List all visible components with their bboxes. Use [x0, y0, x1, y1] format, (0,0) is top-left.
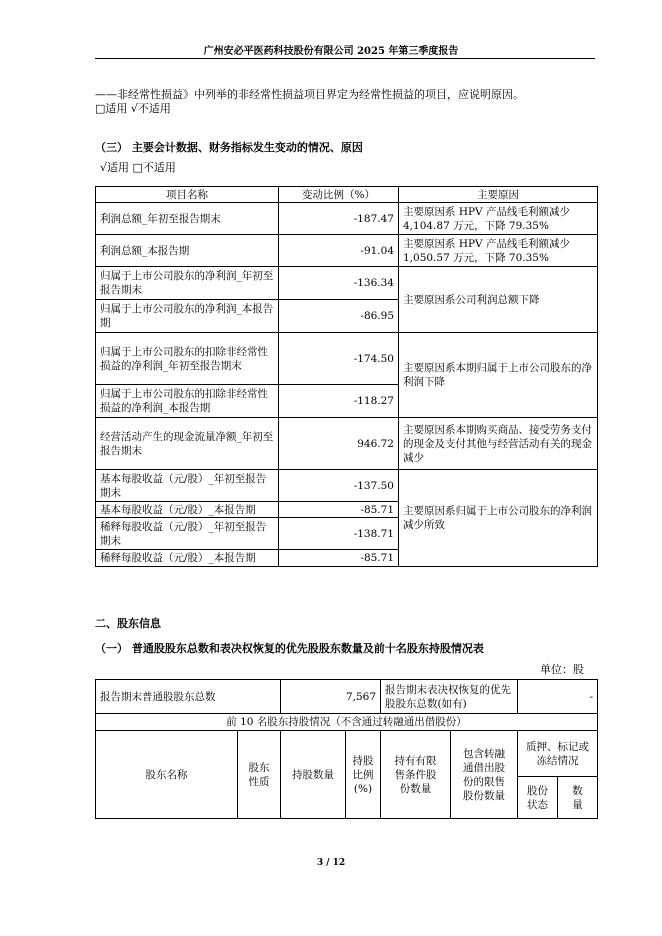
item-cell: 归属于上市公司股东的扣除非经常性损益的净利润_本报告期 — [96, 385, 279, 418]
change-cell: -118.27 — [279, 385, 399, 418]
table-row — [96, 418, 598, 470]
column-header-row — [96, 731, 598, 777]
item-cell: 基本每股收益（元/股）_本报告期 — [96, 502, 279, 518]
col-name: 股东名称 — [96, 731, 238, 819]
reason-cell: 主要原因系公司利润总额下降 — [399, 267, 598, 333]
table-row — [96, 267, 598, 300]
change-cell: -85.71 — [279, 502, 399, 518]
item-cell: 归属于上市公司股东的净利润_年初至报告期末 — [96, 267, 279, 300]
table-row — [96, 235, 598, 267]
change-table — [95, 186, 598, 567]
change-cell: -174.50 — [279, 333, 399, 385]
change-cell: -138.71 — [279, 518, 399, 550]
col-qty: 持股数量 — [281, 731, 346, 819]
intro-text: ——非经常性损益》中列举的非经常性损益项目界定为经常性损益的项目，应说明原因。 — [95, 88, 524, 101]
table-row — [96, 333, 598, 385]
section3-heading: （三） 主要会计数据、财务指标发生变动的情况、原因 — [95, 141, 363, 154]
col-ratio: 持股比例(%) — [346, 731, 381, 819]
summary-row — [96, 680, 598, 714]
item-cell: 归属于上市公司股东的净利润_本报告期 — [96, 300, 279, 333]
item-cell: 利润总额_年初至报告期末 — [96, 203, 279, 235]
item-cell: 稀释每股收益（元/股）_本报告期 — [96, 550, 279, 567]
col-num: 数量 — [558, 777, 598, 819]
col-nature: 股东性质 — [238, 731, 281, 819]
change-cell: -136.34 — [279, 267, 399, 300]
change-cell: -85.71 — [279, 550, 399, 567]
change-cell: -91.04 — [279, 235, 399, 267]
intro-option: □适用 √不适用 — [95, 102, 171, 115]
top10-title-row — [96, 714, 598, 731]
header-reason: 主要原因 — [399, 187, 598, 203]
reason-cell: 主要原因系本期归属于上市公司股东的净利润下降 — [399, 333, 598, 418]
item-cell: 稀释每股收益（元/股）_年初至报告期末 — [96, 518, 279, 550]
table-row — [96, 470, 598, 502]
reason-cell: 主要原因系归属于上市公司股东的净利润减少所致 — [399, 470, 598, 567]
item-cell: 归属于上市公司股东的扣除非经常性损益的净利润_年初至报告期末 — [96, 333, 279, 385]
top10-title: 前 10 名股东持股情况（不含通过转融通出借股份） — [96, 714, 598, 731]
item-cell: 经营活动产生的现金流量净额_年初至报告期末 — [96, 418, 279, 470]
item-cell: 利润总额_本报告期 — [96, 235, 279, 267]
shareholders-table — [95, 679, 598, 819]
total-value: 7,567 — [281, 680, 381, 714]
total-label: 报告期末普通股股东总数 — [96, 680, 281, 714]
page-header: 广州安必平医药科技股份有限公司 2025 年第三季度报告 — [203, 46, 459, 57]
unit-label: 单位：股 — [540, 663, 584, 676]
table-header-row — [96, 187, 598, 203]
change-cell: -137.50 — [279, 470, 399, 502]
page-number: 3 / 12 — [316, 858, 346, 868]
pref-label: 报告期末表决权恢复的优先股股东总数(如有) — [381, 680, 518, 714]
item-cell: 基本每股收益（元/股）_年初至报告期末 — [96, 470, 279, 502]
change-cell: -86.95 — [279, 300, 399, 333]
header-change: 变动比例（%） — [279, 187, 399, 203]
section3-option: √适用 □不适用 — [100, 161, 176, 174]
table-row — [96, 203, 598, 235]
shareholders-heading: 二、股东信息 — [95, 617, 161, 630]
pref-value: - — [518, 680, 598, 714]
col-status: 股份状态 — [518, 777, 558, 819]
header-rule — [95, 58, 595, 59]
col-lending: 包含转融通借出股份的限售股份数量 — [451, 731, 518, 819]
header-item: 项目名称 — [96, 187, 279, 203]
shareholders-subheading: （一） 普通股股东总数和表决权恢复的优先股股东数量及前十名股东持股情况表 — [95, 642, 484, 655]
col-pledge: 质押、标记或冻结情况 — [518, 731, 598, 777]
reason-cell: 主要原因系 HPV 产品线毛利额减少 4,104.87 万元，下降 79.35% — [399, 203, 598, 235]
change-cell: -187.47 — [279, 203, 399, 235]
reason-cell: 主要原因系本期购买商品、接受劳务支付的现金及支付其他与经营活动有关的现金减少 — [399, 418, 598, 470]
col-restricted: 持有有限售条件股份数量 — [381, 731, 451, 819]
change-cell: 946.72 — [279, 418, 399, 470]
reason-cell: 主要原因系 HPV 产品线毛利额减少 1,050.57 万元，下降 70.35% — [399, 235, 598, 267]
